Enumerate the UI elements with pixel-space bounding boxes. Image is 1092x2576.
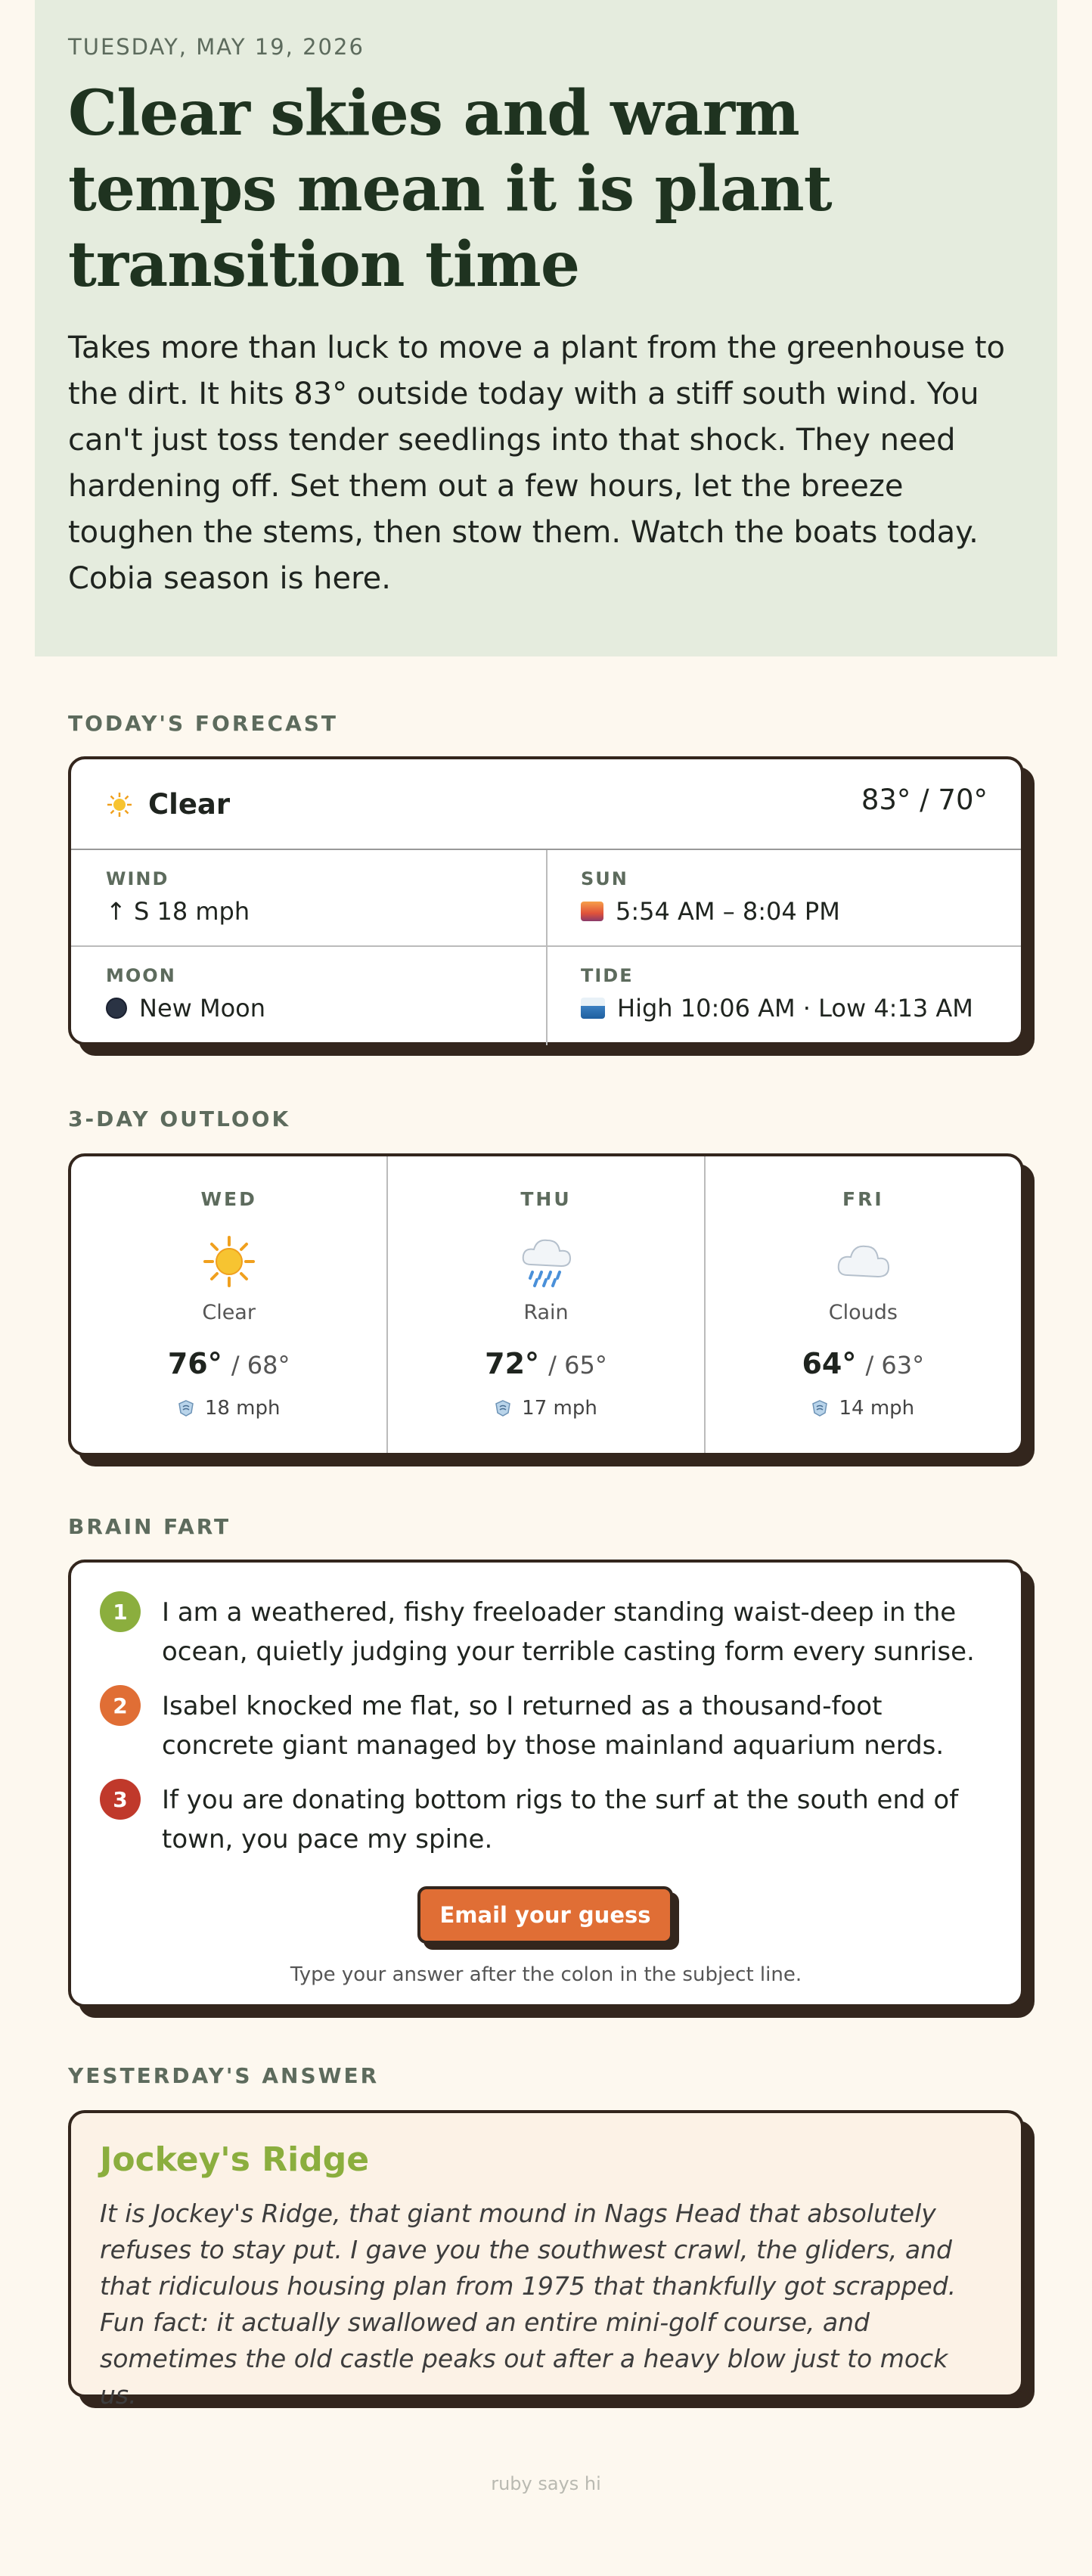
clue-number-badge: 1 bbox=[100, 1591, 141, 1632]
day-condition: Rain bbox=[523, 1301, 569, 1324]
brain-fart-section-label: BRAIN FART bbox=[68, 1514, 231, 1539]
rain-cloud-icon bbox=[517, 1234, 575, 1289]
outlook-grid bbox=[71, 1156, 1021, 1453]
day-high: 64° bbox=[802, 1347, 857, 1380]
sun-cell bbox=[546, 850, 1021, 945]
day-name: WED bbox=[200, 1188, 257, 1210]
tide-label: TIDE bbox=[581, 965, 634, 986]
clue-text: I am a weathered, fishy freeloader standing waist-deep in the ocean, quietly judging your terrible casting form every sunrise. bbox=[162, 1597, 975, 1667]
day-low: / 65° bbox=[548, 1351, 607, 1380]
clue-item bbox=[100, 1687, 991, 1765]
clue-item bbox=[100, 1593, 991, 1671]
outlook-section-label: 3-DAY OUTLOOK bbox=[68, 1106, 291, 1131]
moon-cell bbox=[71, 947, 546, 1045]
sun-label: SUN bbox=[581, 868, 628, 889]
brain-fart-card bbox=[68, 1560, 1024, 2007]
guess-hint: Type your answer after the colon in the subject line. bbox=[290, 1963, 802, 1986]
answer-section-label: YESTERDAY'S ANSWER bbox=[68, 2063, 380, 2088]
today-temps: 83° / 70° bbox=[861, 784, 988, 816]
day-name: THU bbox=[520, 1188, 572, 1210]
wind-icon bbox=[495, 1399, 511, 1417]
day-condition: Clear bbox=[202, 1301, 256, 1324]
sunrise-icon bbox=[581, 902, 603, 921]
clue-text: If you are donating bottom rigs to the surf at the south end of town, you pace my spine. bbox=[162, 1785, 959, 1854]
sun-value: 5:54 AM – 8:04 PM bbox=[616, 897, 840, 926]
clue-item bbox=[100, 1780, 991, 1859]
new-moon-icon bbox=[106, 998, 127, 1019]
headline: Clear skies and warm temps mean it is plant transition time bbox=[68, 77, 832, 301]
email-guess-button[interactable]: Email your guess bbox=[417, 1886, 673, 1944]
moon-value-row bbox=[106, 994, 546, 1023]
outlook-day-thu bbox=[386, 1156, 703, 1453]
tide-cell bbox=[546, 947, 1021, 1045]
wind-cell bbox=[71, 850, 546, 945]
wave-icon bbox=[581, 998, 605, 1019]
weather-icon-wrap bbox=[71, 1231, 386, 1292]
day-wind bbox=[388, 1397, 703, 1420]
day-temps bbox=[71, 1347, 386, 1380]
clue-number-badge: 2 bbox=[100, 1685, 141, 1726]
moon-value: New Moon bbox=[139, 994, 266, 1023]
answer-card bbox=[68, 2110, 1024, 2410]
sun-value-row bbox=[581, 897, 1021, 926]
current-condition bbox=[106, 788, 230, 821]
wind-value: ↑ S 18 mph bbox=[106, 897, 250, 926]
moon-label: MOON bbox=[106, 965, 176, 986]
sun-icon bbox=[106, 791, 133, 818]
answer-body: It is Jockey's Ridge, that giant mound in Nags Head that absolutely refuses to stay put. I gave you the southwest crawl, the gliders, and that ridiculous housing plan from 1975 that thankfully got scrapped. Fun fact: it actually swallowed an entire mini-golf course, and sometimes the old castle peaks out after a heavy blow just to mock us. bbox=[100, 2199, 957, 2410]
wind-icon bbox=[178, 1399, 194, 1417]
day-wind-value: 14 mph bbox=[839, 1397, 915, 1420]
issue-date: TUESDAY, MAY 19, 2026 bbox=[68, 34, 365, 60]
cloud-icon bbox=[834, 1239, 892, 1284]
day-low: / 63° bbox=[865, 1351, 925, 1380]
hero-section bbox=[35, 0, 1057, 656]
sun-icon bbox=[202, 1234, 256, 1289]
tide-value-row bbox=[581, 994, 1021, 1023]
clue-text: Isabel knocked me flat, so I returned as a thousand-foot concrete giant managed by those mainland aquarium nerds. bbox=[162, 1691, 945, 1761]
day-temps bbox=[388, 1347, 703, 1380]
day-wind-value: 17 mph bbox=[522, 1397, 597, 1420]
answer-title: Jockey's Ridge bbox=[100, 2140, 370, 2179]
tide-value: High 10:06 AM · Low 4:13 AM bbox=[617, 994, 973, 1023]
clue-number-badge: 3 bbox=[100, 1779, 141, 1820]
wind-icon bbox=[811, 1399, 828, 1417]
forecast-header bbox=[71, 759, 1021, 850]
day-low: / 68° bbox=[231, 1351, 290, 1380]
forecast-row bbox=[71, 850, 1021, 947]
day-high: 72° bbox=[485, 1347, 540, 1380]
outlook-day-wed bbox=[71, 1156, 386, 1453]
day-condition: Clouds bbox=[828, 1301, 898, 1324]
day-wind bbox=[706, 1397, 1021, 1420]
outlook-day-fri bbox=[704, 1156, 1021, 1453]
forecast-section-label: TODAY'S FORECAST bbox=[68, 711, 338, 736]
day-name: FRI bbox=[842, 1188, 884, 1210]
weather-icon-wrap bbox=[388, 1231, 703, 1292]
day-temps bbox=[706, 1347, 1021, 1380]
day-wind bbox=[71, 1397, 386, 1420]
weather-icon-wrap bbox=[706, 1231, 1021, 1292]
forecast-row bbox=[71, 947, 1021, 1045]
forecast-card bbox=[68, 756, 1024, 1045]
footer-signoff: ruby says hi bbox=[491, 2473, 601, 2494]
outlook-card bbox=[68, 1153, 1024, 1456]
day-high: 76° bbox=[167, 1347, 222, 1380]
day-wind-value: 18 mph bbox=[204, 1397, 281, 1420]
condition-text: Clear bbox=[148, 788, 231, 821]
intro-paragraph: Takes more than luck to move a plant from the greenhouse to the dirt. It hits 83° outside today with a stiff south wind. You can't just toss tender seedlings into that shock. They need hardening off. Set them out a few hours, let the breeze toughen the stems, then stow them. Watch the boats today. Cobia season is here. bbox=[68, 331, 1005, 596]
wind-label: WIND bbox=[106, 868, 169, 889]
